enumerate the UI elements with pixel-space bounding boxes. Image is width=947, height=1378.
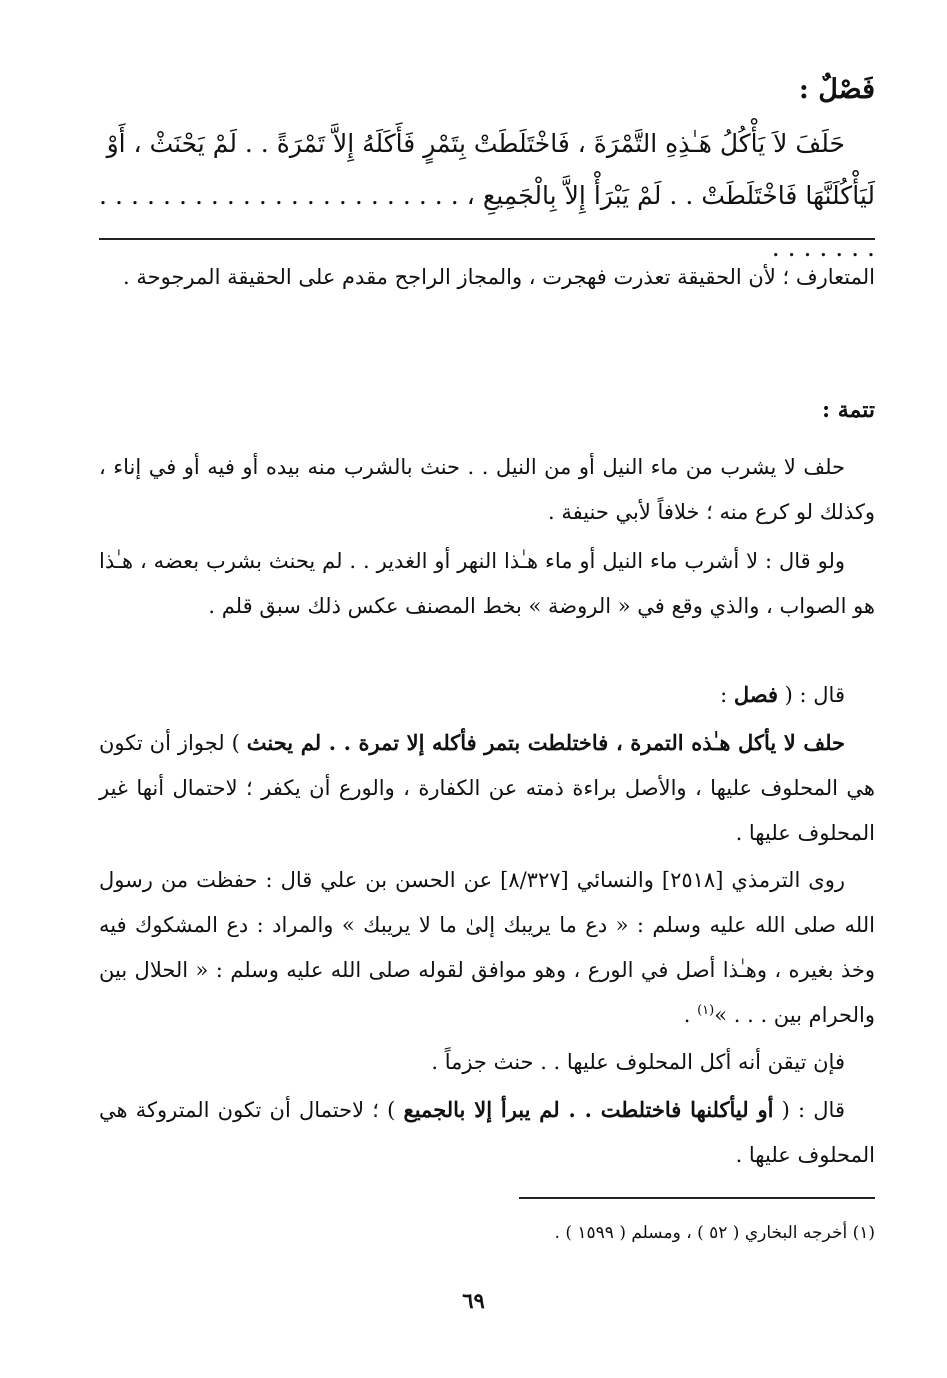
footnote-section [99, 1218, 875, 1248]
footnote-marker: (١) [852, 1223, 875, 1243]
qala-fasl-word: فصل [733, 682, 778, 707]
tatimma-paragraph-2: ولو قال : لا أشرب ماء النيل أو ماء هـٰذا النهر أو الغدير . . لم يحنث بشرب بعضه ، هـٰذا هو الصواب ، والذي وقع في « الروضة » بخط المصنف عكس ذلك سبق قلم . [99, 549, 875, 618]
page-number: ٦٩ [462, 1288, 485, 1313]
tatimma-paragraph-1: حلف لا يشرب من ماء النيل أو من النيل . . حنث بالشرب منه بيده أو فيه أو في إناء ، وكذلك لو كرع منه ؛ خلافاً لأبي حنيفة . [99, 455, 875, 524]
footnote-reference: (١) [697, 1003, 715, 1018]
matn-line-2-text: لَيَأْكُلَنَّهَا فَاخْتَلَطَتْ . . لَمْ يَبْرَأْ إِلاَّ بِالْجَمِيعِ ، [466, 181, 875, 210]
sharh-paragraph-4-quote: أو ليأكلنها فاختلطت . . لم يبرأ إلا بالجميع [403, 1097, 774, 1122]
sharh-paragraph-2 [99, 858, 875, 1038]
sharh-paragraph-2-text: روى الترمذي [٢٥١٨] والنسائي [٨/٣٢٧] عن الحسن بن علي قال : حفظت من رسول الله صلى الله عليه وسلم : « دع ما يريبك إلىٰ ما لا يريبك » والمراد : دع المشكوك فيه وخذ بغيره ، وهـٰذا أصل في الورع ، وهو موافق لقوله صلى الله عليه وسلم : « الحلال بين والحرام بين . . . » [99, 868, 875, 1027]
footnote-text: أخرجه البخاري ( ٥٢ ) ، ومسلم ( ١٥٩٩ ) . [554, 1223, 848, 1243]
sharh-paragraph-1-quote: حلف لا يأكل هـٰذه التمرة ، فاختلطت بتمر فأكله إلا تمرة . . لم يحنث [246, 730, 846, 755]
tatimma-section [99, 390, 875, 631]
sharh-paragraph-4-rest: ) ؛ لاحتمال أن تكون المتروكة هي المحلوف عليها . [99, 1098, 875, 1167]
sharh-paragraph-4-prefix: قال : ( [781, 1098, 845, 1122]
matn-line-1: حَلَفَ لاَ يَأْكُلُ هَـٰذِهِ التَّمْرَةَ ، فَاخْتَلَطَتْ بِتَمْرٍ فَأَكَلَهُ إِلاَّ تَمْرَةً . . لَمْ يَحْنَثْ ، أَوْ [106, 129, 845, 158]
sharh-paragraph-1-rest: ) لجواز أن تكون هي المحلوف عليها ، والأصل براءة ذمته عن الكفارة ، والورع أن يكفر ؛ لاحتمال أنها غير المحلوف عليها . [99, 731, 875, 845]
qala-fasl-prefix: قال : ( [784, 683, 845, 707]
qala-fasl-suffix: : [720, 683, 728, 707]
tatimma-heading: تتمة : [821, 397, 875, 423]
sharh-paragraph-1 [99, 720, 875, 856]
footnote-1 [99, 1218, 875, 1248]
sharh-paragraph-2-end: . [683, 1003, 691, 1027]
sharh-paragraph-3: فإن تيقن أنه أكل المحلوف عليها . . حنث جزماً . [431, 1050, 845, 1074]
matn-divider [99, 238, 875, 240]
upper-commentary-text: المتعارف ؛ لأن الحقيقة تعذرت فهجرت ، والمجاز الراجح مقدم على الحقيقة المرجوحة . [123, 265, 875, 289]
sharh-paragraph-4 [99, 1087, 875, 1178]
sharh-section [99, 672, 875, 1180]
matn-section [99, 70, 875, 274]
upper-commentary [99, 255, 875, 300]
matn-ellipsis-dots: . . . . . . . . . . . . . . . . . . . . . . . . . . . . . . [99, 181, 875, 262]
qala-fasl-line [99, 672, 875, 718]
footnote-divider [519, 1197, 875, 1199]
matn-heading: فَصْلٌ : [798, 74, 875, 105]
